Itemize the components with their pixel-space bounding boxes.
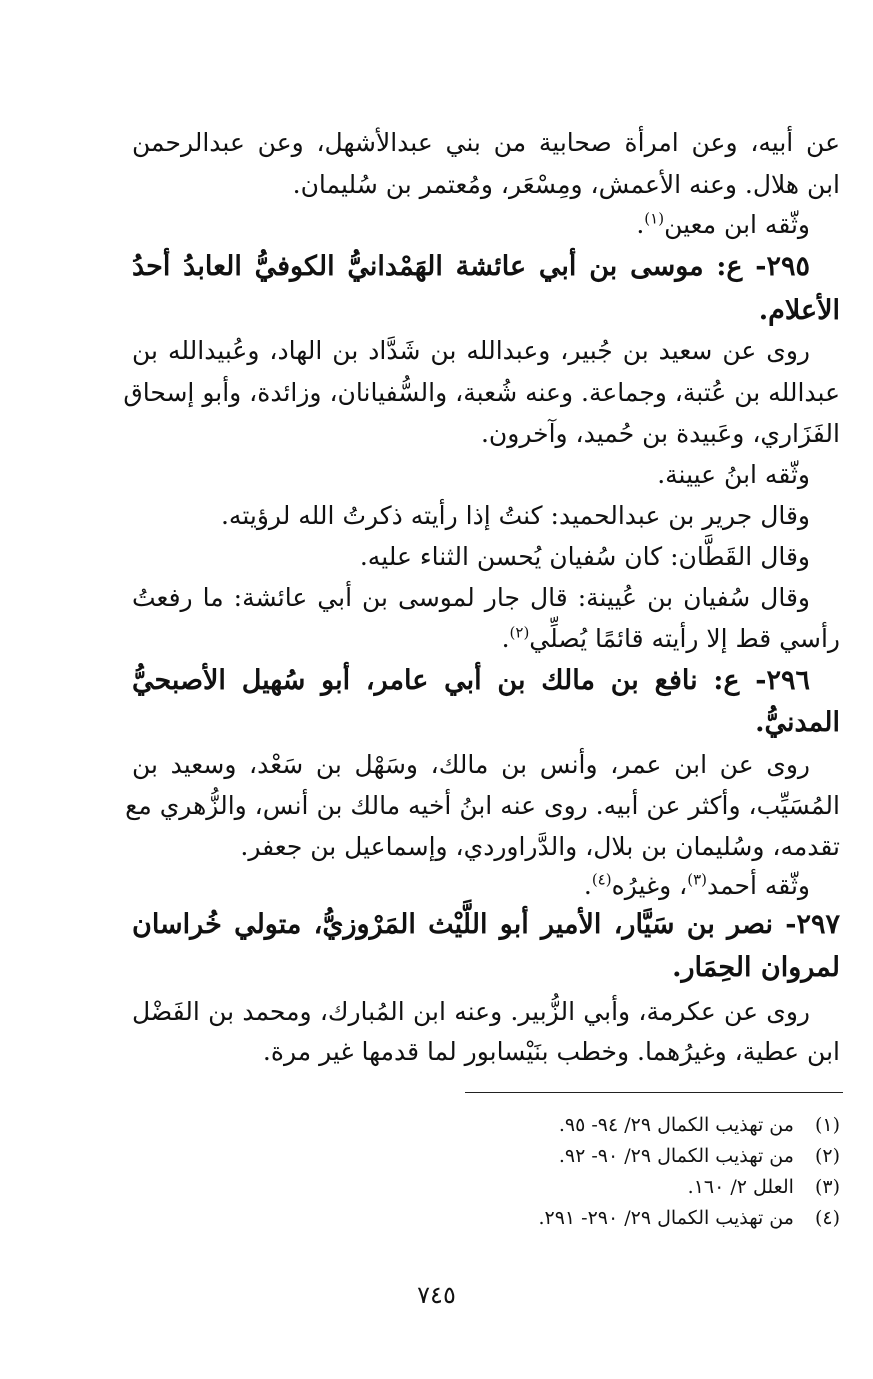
text-line: الفَزَاري، وعَبيدة بن حُميد، وآخرون. (480, 419, 840, 448)
footnote-1 (559, 1110, 840, 1140)
entry-heading-296: ٢٩٦- ع: نافع بن مالك بن أبي عامر، أبو سُهيل الأصبحيُّ (132, 665, 810, 696)
text-line (636, 205, 810, 245)
period: . (636, 210, 645, 239)
text-line: وثّقه ابنُ عيينة. (657, 460, 810, 489)
text-fragment: وثّقه أحمد (706, 871, 810, 900)
footnote-marker: (٣) (687, 870, 707, 889)
footnote-text: العلل ٢/ ١٦٠. (687, 1176, 794, 1198)
entry-heading-295: ٢٩٥- ع: موسى بن أبي عائشة الهَمْدانيُّ الكوفيُّ العابدُ أحدُ (132, 251, 810, 282)
entry-heading-296-cont: المدنيُّ. (755, 707, 840, 738)
entry-heading-297-cont: لمروان الحِمَار. (672, 952, 840, 983)
text-line: المُسَيِّب، وأكثر عن أبيه. روى عنه ابنُ أخيه مالك بن أنس، والزُّهري مع (125, 791, 840, 820)
period: . (583, 871, 592, 900)
footnote-text: من تهذيب الكمال ٢٩/ ٢٩٠- ٢٩١. (538, 1207, 794, 1229)
footnote-number: (١) (814, 1114, 840, 1136)
footnote-marker: (٢) (509, 623, 530, 642)
footnote-number: (٤) (814, 1207, 840, 1229)
footnote-text: من تهذيب الكمال ٢٩/ ٩٤- ٩٥. (558, 1114, 794, 1136)
text-line: وقال جرير بن عبدالحميد: كنتُ إذا رأيته ذكرتُ الله لرؤيته. (220, 501, 810, 530)
page-number: ٧٤٥ (417, 1281, 456, 1309)
text-line (502, 619, 840, 659)
text-line: روى عن سعيد بن جُبير، وعبدالله بن شَدَّاد بن الهاد، وعُبيدالله بن (132, 336, 810, 365)
text-fragment: رأسي قط إلا رأيته قائمًا يُصلِّي (529, 624, 840, 653)
text-line: وقال سُفيان بن عُيينة: قال جار لموسى بن أبي عائشة: ما رفعتُ (132, 583, 810, 612)
footnote-number: (٣) (814, 1176, 840, 1198)
text-line: وقال القَطَّان: كان سُفيان يُحسن الثناء عليه. (359, 542, 810, 571)
footnote-number: (٢) (814, 1145, 840, 1167)
footnote-text: من تهذيب الكمال ٢٩/ ٩٠- ٩٢. (558, 1145, 794, 1167)
entry-heading-295-cont: الأعلام. (758, 295, 840, 326)
footnote-marker: (٤) (591, 870, 612, 889)
period: . (501, 624, 510, 653)
footnote-3 (688, 1172, 840, 1202)
text-line: عبدالله بن عُتبة، وجماعة. وعنه شُعبة، والسُّفيانان، وزائدة، وأبو إسحاق (123, 378, 840, 407)
text-line: روى عن عكرمة، وأبي الزُّبير. وعنه ابن المُبارك، ومحمد بن الفَضْل (132, 997, 810, 1026)
text-fragment: وثّقه ابن معين (664, 210, 810, 239)
footnote-2 (559, 1141, 840, 1171)
text-line: روى عن ابن عمر، وأنس بن مالك، وسَهْل بن سَعْد، وسعيد بن (132, 750, 810, 779)
text-line (584, 866, 810, 906)
footnote-marker: (١) (644, 209, 665, 228)
footnote-separator (465, 1092, 843, 1093)
text-line: ابن هلال. وعنه الأعمش، ومِسْعَر، ومُعتمر بن سُليمان. (292, 170, 840, 199)
text-line: عن أبيه، وعن امرأة صحابية من بني عبدالأشهل، وعن عبدالرحمن (132, 128, 840, 157)
text-line: ابن عطية، وغيرُهما. وخطب بنَيْسابور لما قدمها غير مرة. (262, 1037, 840, 1066)
entry-heading-297: ٢٩٧- نصر بن سَيَّار، الأمير أبو اللَّيْث المَرْوزيُّ، متولي خُراسان (132, 909, 840, 940)
text-line: تقدمه، وسُليمان بن بلال، والدَّراوردي، وإسماعيل بن جعفر. (240, 832, 840, 861)
text-fragment: ، وغيرُه (611, 871, 688, 900)
footnote-4 (538, 1203, 840, 1233)
